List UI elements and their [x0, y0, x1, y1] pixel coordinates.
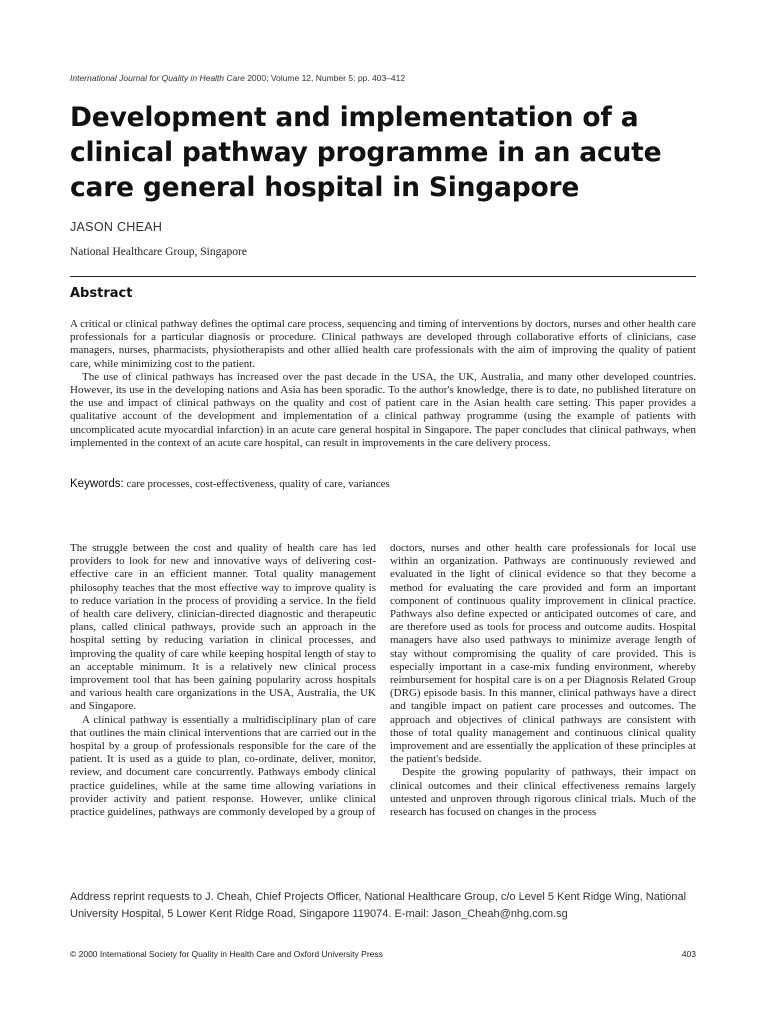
journal-year: 2000; — [247, 73, 269, 83]
body-paragraph: doctors, nurses and other health care professionals for local use within an organization. Pathways are continuously reviewed and evaluated in the light of clinical evidence so that they become a method for evaluating the care provided and form an important component of continuous quality improvement in clinical practice. Pathways also define expected or anticipated outcomes of care, and are therefore used as tools for process and outcome audits. Hospital managers have also used pathways to minimize average length of stay without compromising the quality of care provided. This is especially important in a case-mix funding environment, whereby reimbursement for hospital care is on a per Diagnosis Related Group (DRG) episode basis. In this manner, clinical pathways have a direct and tangible impact on patient care processes and outcomes. The approach and objectives of clinical pathways are consistent with those of total quality management and continuous clinical quality improvement and are essentially the application of these principles at the patient's bedside. — [390, 542, 696, 766]
body-paragraph: Despite the growing popularity of pathways, their impact on clinical outcomes and their clinical effectiveness remains largely untested and unproven through rigorous clinical trials. Much of the research has focused on changes in the process — [390, 766, 696, 819]
journal-name: International Journal for Quality in Health Care — [70, 73, 245, 83]
article-title: Development and implementation of a clinical pathway programme in an acute care general hospital in Singapore — [70, 102, 662, 203]
header-divider — [70, 276, 696, 277]
abstract-body — [70, 318, 696, 450]
author-affiliation: National Healthcare Group, Singapore — [70, 246, 247, 258]
keywords-label: Keywords: — [70, 478, 124, 490]
body-paragraph: The struggle between the cost and quality of health care has led providers to look for new and innovative ways of delivering cost-effective care in an efficient manner. Total quality management philosophy teaches that the most effective way to improve quality is to reduce variation in the process of providing a service. In the field of health care delivery, clinician-directed diagnostic and therapeutic plans, called clinical pathways, provide such an approach in the hospital setting by reducing variation in clinical processes, and improving the quality of care while keeping hospital length of stay to an acceptable minimum. It is a relatively new clinical process improvement tool that has been gaining popularity across hospitals and various health care organizations in the USA, Australia, the UK and Singapore. — [70, 542, 376, 713]
abstract-heading: Abstract — [70, 286, 133, 301]
body-column-right — [390, 542, 696, 819]
journal-volume: Volume 12, Number 5: — [270, 73, 356, 83]
journal-reference — [70, 73, 710, 83]
body-column-left — [70, 542, 376, 819]
abstract-paragraph: A critical or clinical pathway defines the optimal care process, sequencing and timing of interventions by doctors, nurses and other health care professionals for a particular diagnosis or procedure. Clinical pathways are developed through collaborative efforts of clinicians, case managers, nurses, pharmacists, physiotherapists and other allied health care professionals with the aim of improving the quality of patient care, while minimizing cost to the patient. — [70, 318, 696, 370]
keywords-line — [70, 478, 696, 490]
body-paragraph: A clinical pathway is essentially a multidisciplinary plan of care that outlines the main clinical interventions that are carried out in the hospital by a group of professionals responsible for the care of the patient. It is used as a guide to plan, co-ordinate, deliver, monitor, review, and document care concurrently. Pathways embody clinical practice guidelines, while at the same time allowing variations in provider activity and patient response. However, unlike clinical practice guidelines, pathways are commonly developed by a group of — [70, 713, 376, 819]
journal-pages: pp. 403–412 — [357, 73, 406, 83]
correspondence-address: Address reprint requests to J. Cheah, Chief Projects Officer, National Healthcare Group, c/o Level 5 Kent Ridge Wing, National University Hospital, 5 Lower Kent Ridge Road, Singapore 119074. E-mail: Jason_Cheah@nhg.com.sg — [70, 891, 687, 920]
author-name: JASON CHEAH — [70, 220, 163, 234]
abstract-paragraph: The use of clinical pathways has increased over the past decade in the USA, the UK, Australia, and many other developed countries. However, its use in the developing nations and Asia has been sporadic. To the author's knowledge, there is to date, no published literature on the use and impact of clinical pathways on the quality and cost of patient care in the Asian health care setting. This paper provides a qualitative account of the development and implementation of a clinical pathway programme (using the example of patients with uncomplicated acute myocardial infarction) in an acute care general hospital in Singapore. The paper concludes that clinical pathways, when implemented in the context of an acute care hospital, can result in improvements in the care delivery process. — [70, 370, 696, 449]
keywords-text: care processes, cost-effectiveness, quality of care, variances — [126, 478, 390, 490]
page-number: 403 — [681, 949, 696, 959]
copyright-notice: © 2000 International Society for Quality in Health Care and Oxford University Press — [70, 949, 383, 959]
